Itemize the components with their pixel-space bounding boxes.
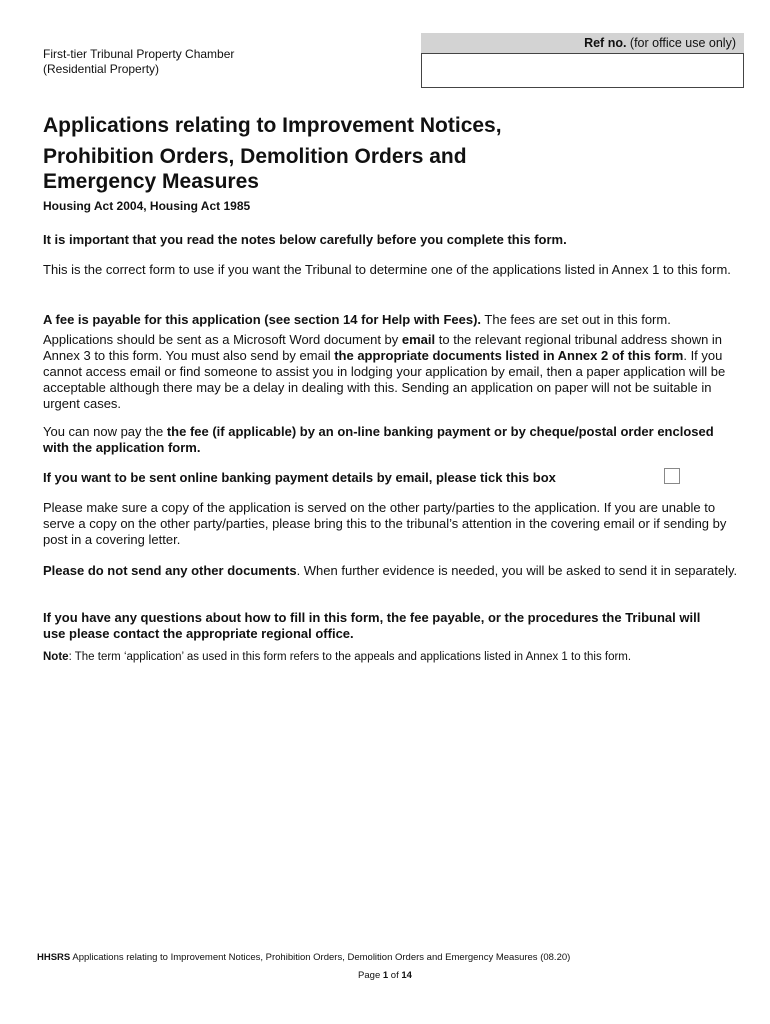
footer-description: Applications relating to Improvement Notices, Prohibition Orders, Demolition Orders and Emergency Measures (08.20) [70,952,571,963]
online-banking-tick-label: If you want to be sent online banking payment details by email, please tick this box [43,470,556,485]
fee-rest: The fees are set out in this form. [481,312,671,327]
important-notice: It is important that you read the notes below carefully before you complete this form. [43,232,567,247]
email-text-1: Applications should be sent as a Microsoft Word document by [43,332,402,347]
correct-form-paragraph: This is the correct form to use if you want the Tribunal to determine one of the applications listed in Annex 1 to this form. [43,262,731,277]
no-other-documents-paragraph [43,563,743,579]
ref-number-box [421,33,744,88]
email-text-3: . If you cannot access email or find someone to assist you in lodging your application by email, then a paper application will be acceptable although there may be a delay in dealing with this. Sending an application on paper will not be suitable in urgent cases. [43,348,726,411]
fee-bold: A fee is payable for this application (see section 14 for Help with Fees). [43,312,482,327]
online-banking-checkbox[interactable] [664,468,680,484]
email-submission-paragraph [43,332,743,412]
note-rest: : The term ‘application’ as used in this form refers to the appeals and applications listed in Annex 1 to this form. [68,651,632,663]
email-bold-2: the appropriate documents listed in Annex 2 of this form [334,348,684,363]
no-docs-rest: . When further evidence is needed, you will be asked to send it in separately. [296,563,738,578]
ref-number-field[interactable] [421,53,744,88]
note-bold: Note [43,651,69,663]
page-number [0,970,770,982]
title-line-2: Prohibition Orders, Demolition Orders and [43,145,467,168]
title-line-1: Applications relating to Improvement Notices, [43,114,502,137]
footer-form-code [37,952,570,964]
tribunal-line-2: (Residential Property) [43,62,160,76]
email-text-2: to the relevant regional tribunal address shown in Annex 3 to this form. You must also send by email [43,332,723,363]
note-paragraph [43,650,631,664]
form-title [43,112,603,196]
legislation-subtitle: Housing Act 2004, Housing Act 1985 [43,199,251,213]
page-word: Page [358,970,383,981]
ref-label-bold: Ref no. [584,36,627,50]
tribunal-name [43,47,234,77]
page-current: 1 [382,970,389,981]
payment-paragraph [43,424,743,456]
tribunal-line-1: First-tier Tribunal Property Chamber [43,47,235,61]
footer-code: HHSRS [37,952,71,963]
no-docs-bold: Please do not send any other documents [43,563,297,578]
fee-paragraph [43,312,743,328]
payment-text: You can now pay the [43,424,167,439]
serve-copy-paragraph: Please make sure a copy of the application is served on the other party/parties to the application. If you are unable to serve a copy on the other party/parties, please bring this to the tribunal’s attention in the covering email or if sending by post in a covering letter. [43,500,727,547]
page-of: of [388,970,402,981]
ref-label-note: (for office use only) [629,36,736,50]
payment-bold: the fee (if applicable) by an on-line banking payment or by cheque/postal order enclosed with the application form. [43,424,714,455]
title-line-3: Emergency Measures [43,170,259,193]
questions-paragraph: If you have any questions about how to fill in this form, the fee payable, or the procedures the Tribunal will use please contact the appropriate regional office. [43,610,701,641]
email-bold-1: email [401,332,436,347]
ref-number-label [421,33,744,53]
page-total: 14 [401,970,412,981]
